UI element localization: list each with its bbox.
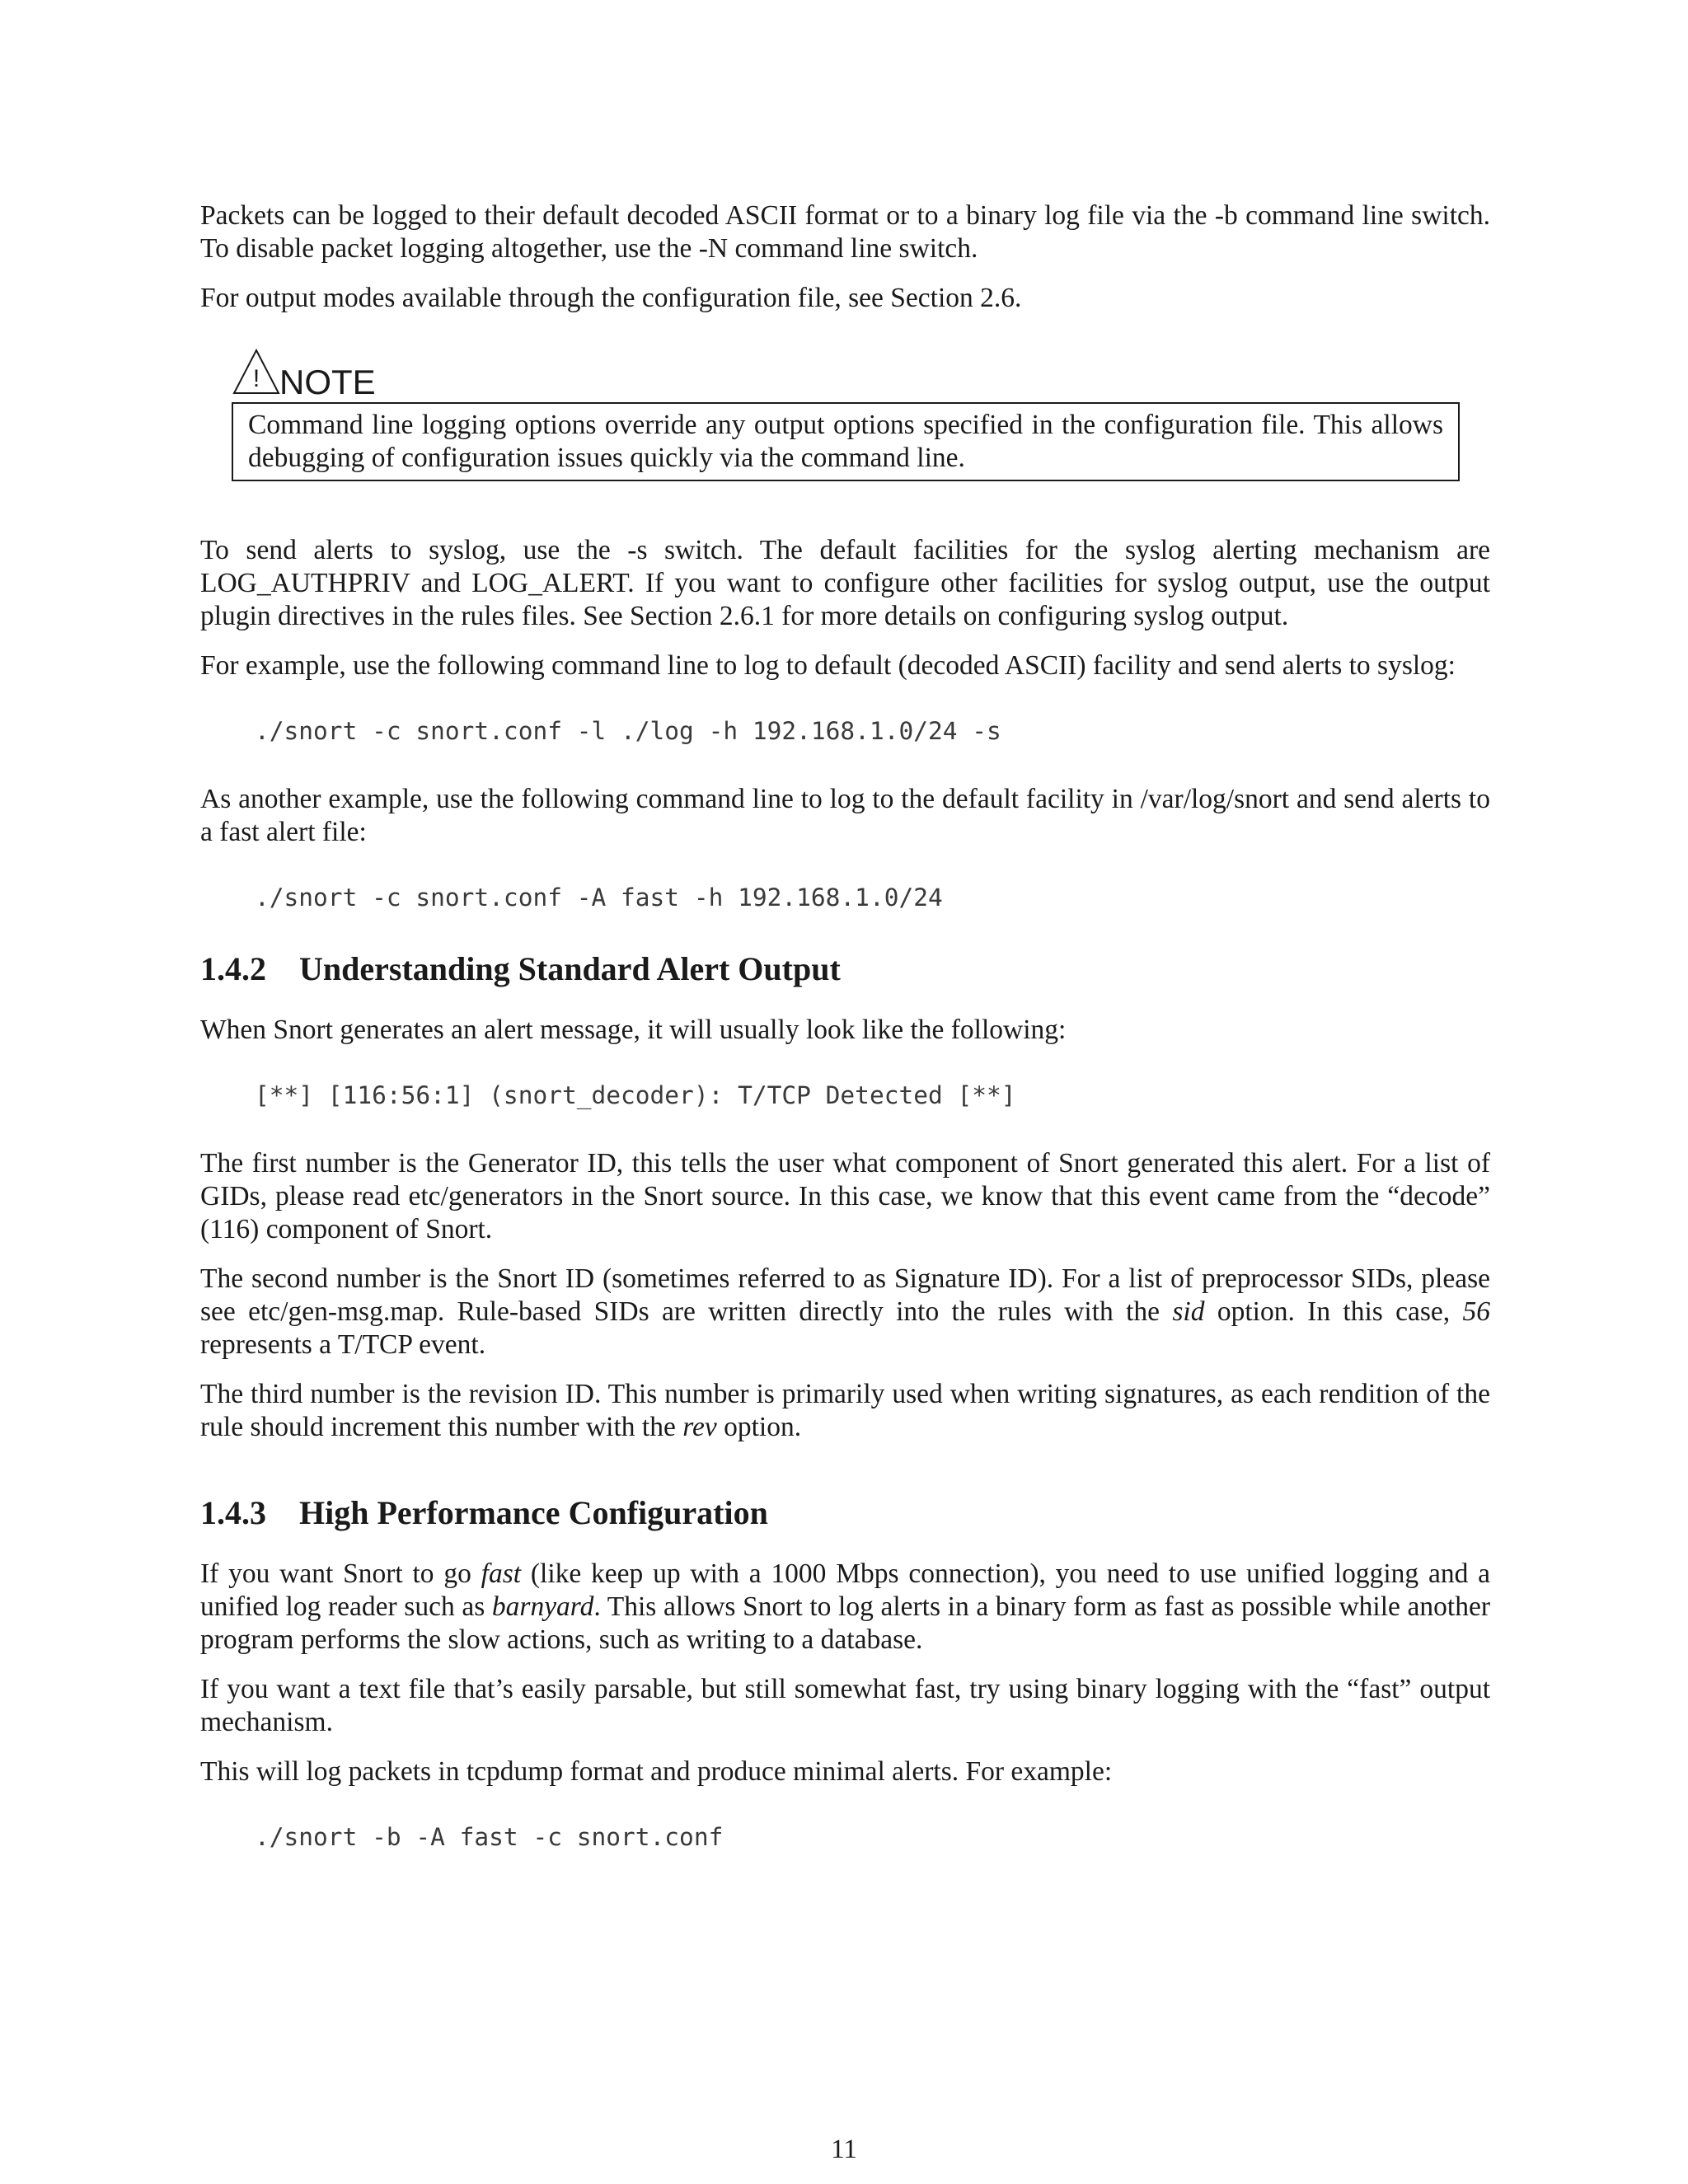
emphasis: rev bbox=[682, 1412, 717, 1442]
emphasis: sid bbox=[1172, 1296, 1205, 1327]
paragraph: For output modes available through the configuration file, see Section 2.6. bbox=[200, 283, 1022, 313]
note-icon-glyph: ! bbox=[252, 365, 260, 392]
emphasis: 56 bbox=[1462, 1296, 1490, 1327]
warning-triangle-icon bbox=[232, 348, 281, 396]
note-callout bbox=[232, 348, 1460, 481]
paragraph: When Snort generates an alert message, it will usually look like the following: bbox=[200, 1015, 1067, 1045]
code-block: ./snort -c snort.conf -l ./log -h 192.168.1.0/24 -s bbox=[255, 717, 1001, 745]
note-header bbox=[232, 348, 1460, 402]
paragraph bbox=[200, 1558, 1490, 1657]
note-box bbox=[232, 402, 1460, 481]
text-run: . This allows Snort to log alerts in a binary form as fast as possible while another program performs the slow actions, such as writing to a database. bbox=[200, 1591, 1490, 1655]
note-title: NOTE bbox=[279, 363, 376, 401]
text-run: The second number is the Snort ID (sometimes referred to as Signature ID). For a list of preprocessor SIDs, please see etc/gen-msg.map. Rule-based SIDs are written directly into the rules with the bbox=[200, 1263, 1490, 1327]
code-block: ./snort -b -A fast -c snort.conf bbox=[255, 1823, 724, 1851]
section-title: Understanding Standard Alert Output bbox=[299, 950, 841, 987]
section-heading bbox=[200, 1493, 1490, 1533]
paragraph: To send alerts to syslog, use the -s switch. The default facilities for the syslog alerting mechanism are LOG_AUTHPRIV and LOG_ALERT. If you want to configure other facilities for syslog output, use the output plugin directives in the rules files. See Section 2.6.1 for more details on configuring syslog output. bbox=[200, 535, 1490, 631]
text-run: The third number is the revision ID. This number is primarily used when writing signatures, as each rendition of the rule should increment this number with the bbox=[200, 1379, 1490, 1442]
page-content bbox=[200, 199, 1490, 1889]
section-number: 1.4.3 bbox=[200, 1494, 266, 1531]
section-heading bbox=[200, 949, 1490, 989]
paragraph: The first number is the Generator ID, this tells the user what component of Snort generated this alert. For a list of GIDs, please read etc/generators in the Snort source. In this case, we know that this event came from the “decode” (116) component of Snort. bbox=[200, 1148, 1490, 1244]
emphasis: fast bbox=[481, 1558, 522, 1589]
text-run: option. In this case, bbox=[1204, 1296, 1463, 1327]
note-text: Command line logging options override any output options specified in the configuration file. This allows debugging of configuration issues quickly via the command line. bbox=[248, 410, 1443, 473]
section-number: 1.4.2 bbox=[200, 950, 266, 987]
paragraph bbox=[200, 1378, 1490, 1444]
paragraph: For example, use the following command line to log to default (decoded ASCII) facility and send alerts to syslog: bbox=[200, 650, 1456, 681]
paragraph: Packets can be logged to their default decoded ASCII format or to a binary log file via the -b command line switch. To disable packet logging altogether, use the -N command line switch. bbox=[200, 200, 1490, 264]
paragraph: This will log packets in tcpdump format and produce minimal alerts. For example: bbox=[200, 1756, 1113, 1787]
code-block: [**] [116:56:1] (snort_decoder): T/TCP Detected [**] bbox=[255, 1081, 1016, 1109]
emphasis: barnyard bbox=[491, 1591, 594, 1622]
text-run: If you want Snort to go bbox=[200, 1558, 481, 1589]
text-run: (like keep up with a 1000 Mbps connection), you need to use unified logging and a unified log reader such as bbox=[200, 1558, 1490, 1622]
paragraph bbox=[200, 1263, 1490, 1361]
paragraph: If you want a text file that’s easily parsable, but still somewhat fast, try using binary logging with the “fast” output mechanism. bbox=[200, 1674, 1490, 1737]
text-run: represents a T/TCP event. bbox=[200, 1329, 486, 1360]
page-number: 11 bbox=[831, 2135, 857, 2164]
paragraph: As another example, use the following command line to log to the default facility in /var/log/snort and send alerts to a fast alert file: bbox=[200, 784, 1490, 847]
section-title: High Performance Configuration bbox=[299, 1494, 768, 1531]
code-block: ./snort -c snort.conf -A fast -h 192.168.1.0/24 bbox=[255, 883, 943, 912]
text-run: option. bbox=[716, 1412, 802, 1442]
